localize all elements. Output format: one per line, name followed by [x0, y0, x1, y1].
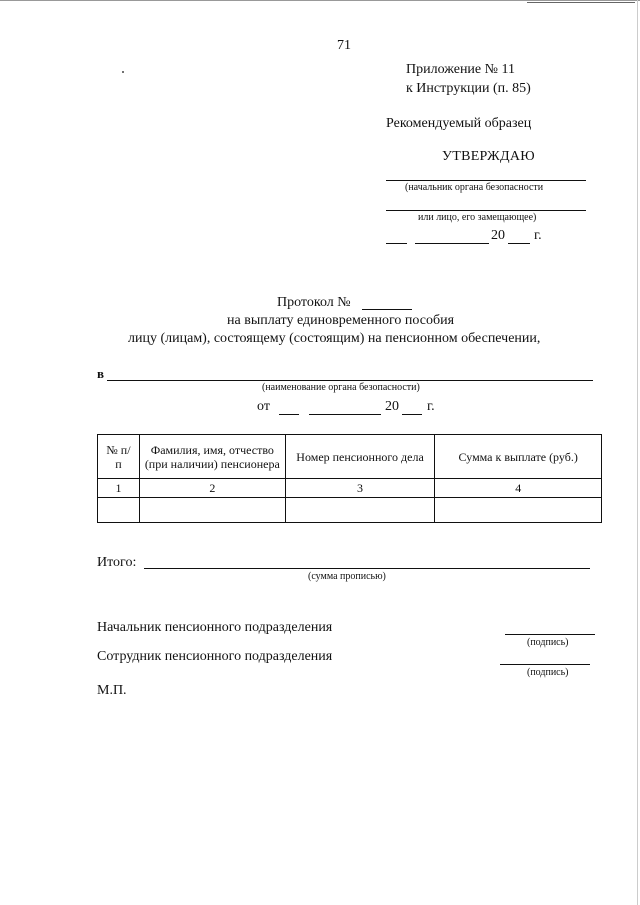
table-cell — [435, 498, 602, 523]
total-amount-line — [144, 568, 590, 569]
scan-speck — [122, 71, 124, 73]
employee-signature-line — [500, 664, 590, 665]
table-cell — [285, 498, 435, 523]
head-signature-line — [505, 634, 595, 635]
table-row — [98, 479, 602, 498]
page-number: 71 — [337, 38, 351, 53]
employee-signature-caption: (подпись) — [527, 667, 569, 678]
scan-top-edge — [0, 0, 640, 1]
table-cell — [139, 498, 285, 523]
stamp-place: М.П. — [97, 683, 127, 698]
employee-signature-label: Сотрудник пенсионного подразделения — [97, 649, 333, 664]
total-caption: (сумма прописью) — [308, 571, 386, 582]
approve-year-suffix: г. — [534, 228, 542, 243]
approve-year-line — [508, 243, 530, 244]
table-row — [98, 498, 602, 523]
approve-month-line — [415, 243, 489, 244]
protocol-line2: на выплату единовременного пособия — [227, 313, 455, 328]
approve-title: УТВЕРЖДАЮ — [442, 149, 535, 164]
organ-name-line — [107, 380, 593, 381]
date-day-line — [279, 414, 299, 415]
header-pension-file: Номер пенсионного дела — [285, 435, 435, 479]
date-prefix: от — [257, 399, 270, 414]
protocol-line3: лицу (лицам), состоящему (состоящим) на пенсионном обеспечении, — [128, 331, 541, 346]
header-payment-amount: Сумма к выплате (руб.) — [435, 435, 602, 479]
scan-corner-mark — [527, 2, 635, 3]
column-number-2: 2 — [139, 479, 285, 498]
recommended-sample: Рекомендуемый образец — [386, 116, 532, 131]
header-number: № п/п — [98, 435, 140, 479]
column-number-3: 3 — [285, 479, 435, 498]
head-signature-label: Начальник пенсионного подразделения — [97, 620, 333, 635]
date-year-line — [402, 414, 422, 415]
head-signature-caption: (подпись) — [527, 637, 569, 648]
appendix-line1: Приложение № 11 — [406, 62, 515, 77]
organ-prefix: в — [97, 366, 105, 381]
appendix-line2: к Инструкции (п. 85) — [406, 81, 531, 96]
scan-right-edge — [637, 0, 638, 905]
date-year-suffix: г. — [427, 399, 435, 414]
header-full-name: Фамилия, имя, отчество (при наличии) пенсионера — [139, 435, 285, 479]
payment-table — [97, 434, 602, 523]
approve-caption-2: или лицо, его замещающее) — [418, 212, 537, 223]
column-number-4: 4 — [435, 479, 602, 498]
organ-caption: (наименование органа безопасности) — [262, 382, 420, 393]
protocol-title: Протокол № — [277, 295, 351, 310]
date-year-prefix: 20 — [385, 399, 399, 414]
approve-year-prefix: 20 — [491, 228, 505, 243]
protocol-number-line — [362, 309, 412, 310]
total-label: Итого: — [97, 555, 137, 570]
table-cell — [98, 498, 140, 523]
approve-day-line — [386, 243, 407, 244]
approve-name-line — [386, 210, 586, 211]
approve-caption-1: (начальник органа безопасности — [405, 182, 544, 193]
column-number-1: 1 — [98, 479, 140, 498]
table-header-row — [98, 435, 602, 479]
approve-signature-line — [386, 180, 586, 181]
date-month-line — [309, 414, 381, 415]
